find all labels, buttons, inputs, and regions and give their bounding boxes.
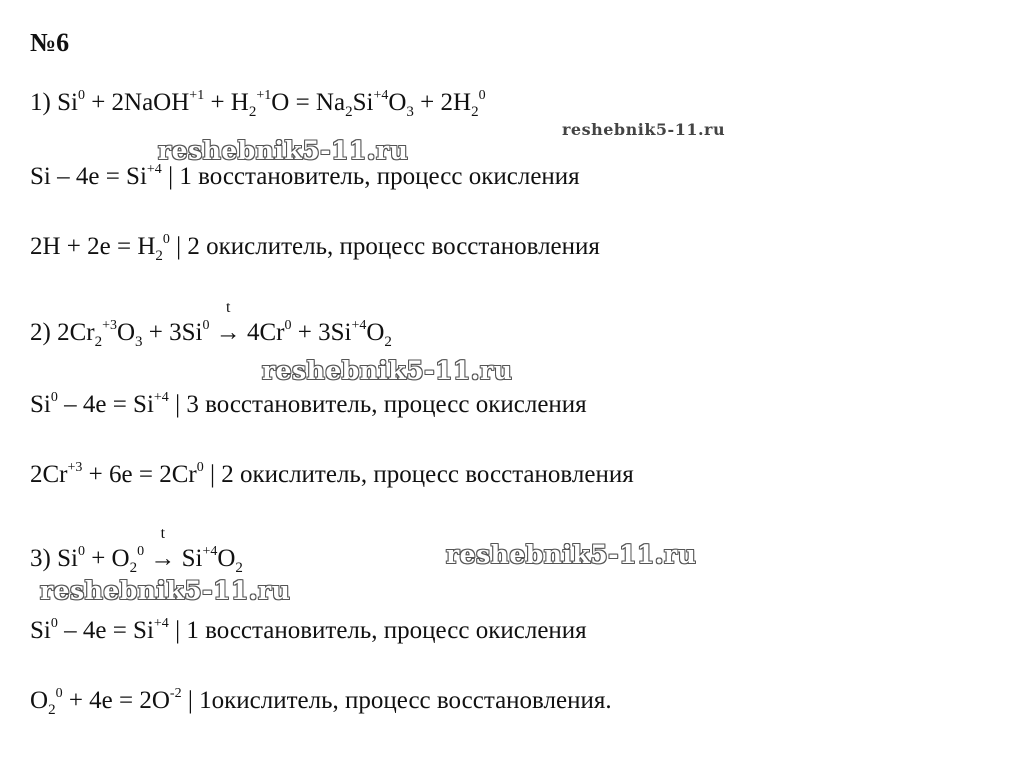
subscript: 2 [471,104,479,120]
formula-text: O = Na [271,89,346,116]
oxidation-state: +4 [153,390,169,405]
half-reaction-2-oxidation [30,390,587,420]
subscript: 3 [406,104,414,120]
half-reaction-3-oxidation [30,616,587,646]
formula-text: + 3Si [291,319,352,346]
oxidation-state: 0 [50,390,58,405]
formula-text: | 1 восстановитель, процесс окисления [168,617,587,644]
formula-text: O [116,319,136,346]
oxidation-state: 0 [77,88,85,103]
formula-text: Si [30,391,51,418]
heat-condition: t [226,299,231,316]
reaction-1 [30,88,486,118]
oxidation-state: +3 [67,460,83,475]
reaction-number: 3) [30,545,51,572]
subscript: 2 [129,560,138,576]
oxidation-state: 0 [77,544,85,559]
oxidation-state: +4 [373,88,389,103]
reaction-2 [30,299,392,350]
formula-text: O [30,687,49,714]
half-reaction-1-oxidation [30,162,580,192]
oxidation-state: +4 [351,318,367,333]
formula-text: + 3Si [142,319,203,346]
reaction-arrow [215,299,241,348]
formula-text: 2H + 2e = H [30,233,156,260]
formula-text: + 2H [413,89,472,116]
watermark: reshebnik5-11.ru [40,576,291,605]
formula-text: Si [175,545,203,572]
formula-text: + 6e = 2Cr [82,461,197,488]
reaction-number: 2) [30,319,51,346]
oxidation-state: +3 [102,318,117,333]
formula-text: | 1окислитель, процесс восстановления. [181,687,612,714]
oxidation-state: 0 [55,686,63,701]
half-reaction-2-reduction [30,460,634,490]
watermark: reshebnik5-11.ru [158,136,409,165]
oxidation-state: 0 [196,460,204,475]
formula-text: | 3 восстановитель, процесс окисления [168,391,587,418]
formula-text: O [217,545,236,572]
subscript: 2 [345,104,353,120]
oxidation-state: +1 [189,88,205,103]
formula-text: + H [204,89,249,116]
formula-text: + 2NaOH [84,89,190,116]
subscript: 2 [48,702,56,718]
subscript: 2 [235,560,243,576]
oxidation-state: 0 [284,318,292,333]
formula-text: + O [84,545,130,572]
oxidation-state: +4 [202,544,218,559]
subscript: 2 [155,248,163,264]
watermark: reshebnik5-11.ru [262,356,513,385]
formula-text: Si [30,617,51,644]
oxidation-state: 0 [478,88,486,103]
task-number: №6 [30,28,70,57]
arrow-icon: → [215,319,241,346]
oxidation-state: +1 [256,88,272,103]
formula-text: – 4e = Si [57,617,154,644]
formula-text: | 1 восстановитель, процесс окисления [161,163,580,190]
formula-text: 4Cr [240,319,285,346]
reaction-number: 1) [30,89,51,116]
half-reaction-1-reduction [30,232,600,262]
oxidation-state: 0 [162,232,170,247]
oxidation-state: 0 [137,544,145,559]
arrow-icon: → [150,545,176,572]
half-reaction-3-reduction [30,686,612,716]
oxidation-state: +4 [146,162,162,177]
subscript: 3 [135,334,143,350]
formula-text: 2Cr [50,319,95,346]
formula-text: O [366,319,385,346]
oxidation-state: +4 [153,616,169,631]
subscript: 2 [94,334,103,350]
formula-text: Si [50,89,78,116]
formula-text: Si [352,89,374,116]
subscript: 2 [248,104,257,120]
oxidation-state: 0 [50,616,58,631]
formula-text: + 4e = 2O [62,687,170,714]
watermark: reshebnik5-11.ru [562,120,726,139]
heat-condition: t [160,525,166,542]
formula-text: Si – 4e = Si [30,163,147,190]
reaction-3 [30,525,243,576]
oxidation-state: -2 [169,686,182,701]
formula-text: O [388,89,407,116]
formula-text: | 2 окислитель, процесс восстановления [203,461,634,488]
reaction-arrow [150,525,176,574]
formula-text: Si [50,545,78,572]
formula-text: – 4e = Si [57,391,154,418]
formula-text: 2Cr [30,461,68,488]
watermark: reshebnik5-11.ru [446,540,697,569]
formula-text: | 2 окислитель, процесс восстановления [169,233,600,260]
subscript: 2 [384,334,392,350]
oxidation-state: 0 [202,318,210,333]
